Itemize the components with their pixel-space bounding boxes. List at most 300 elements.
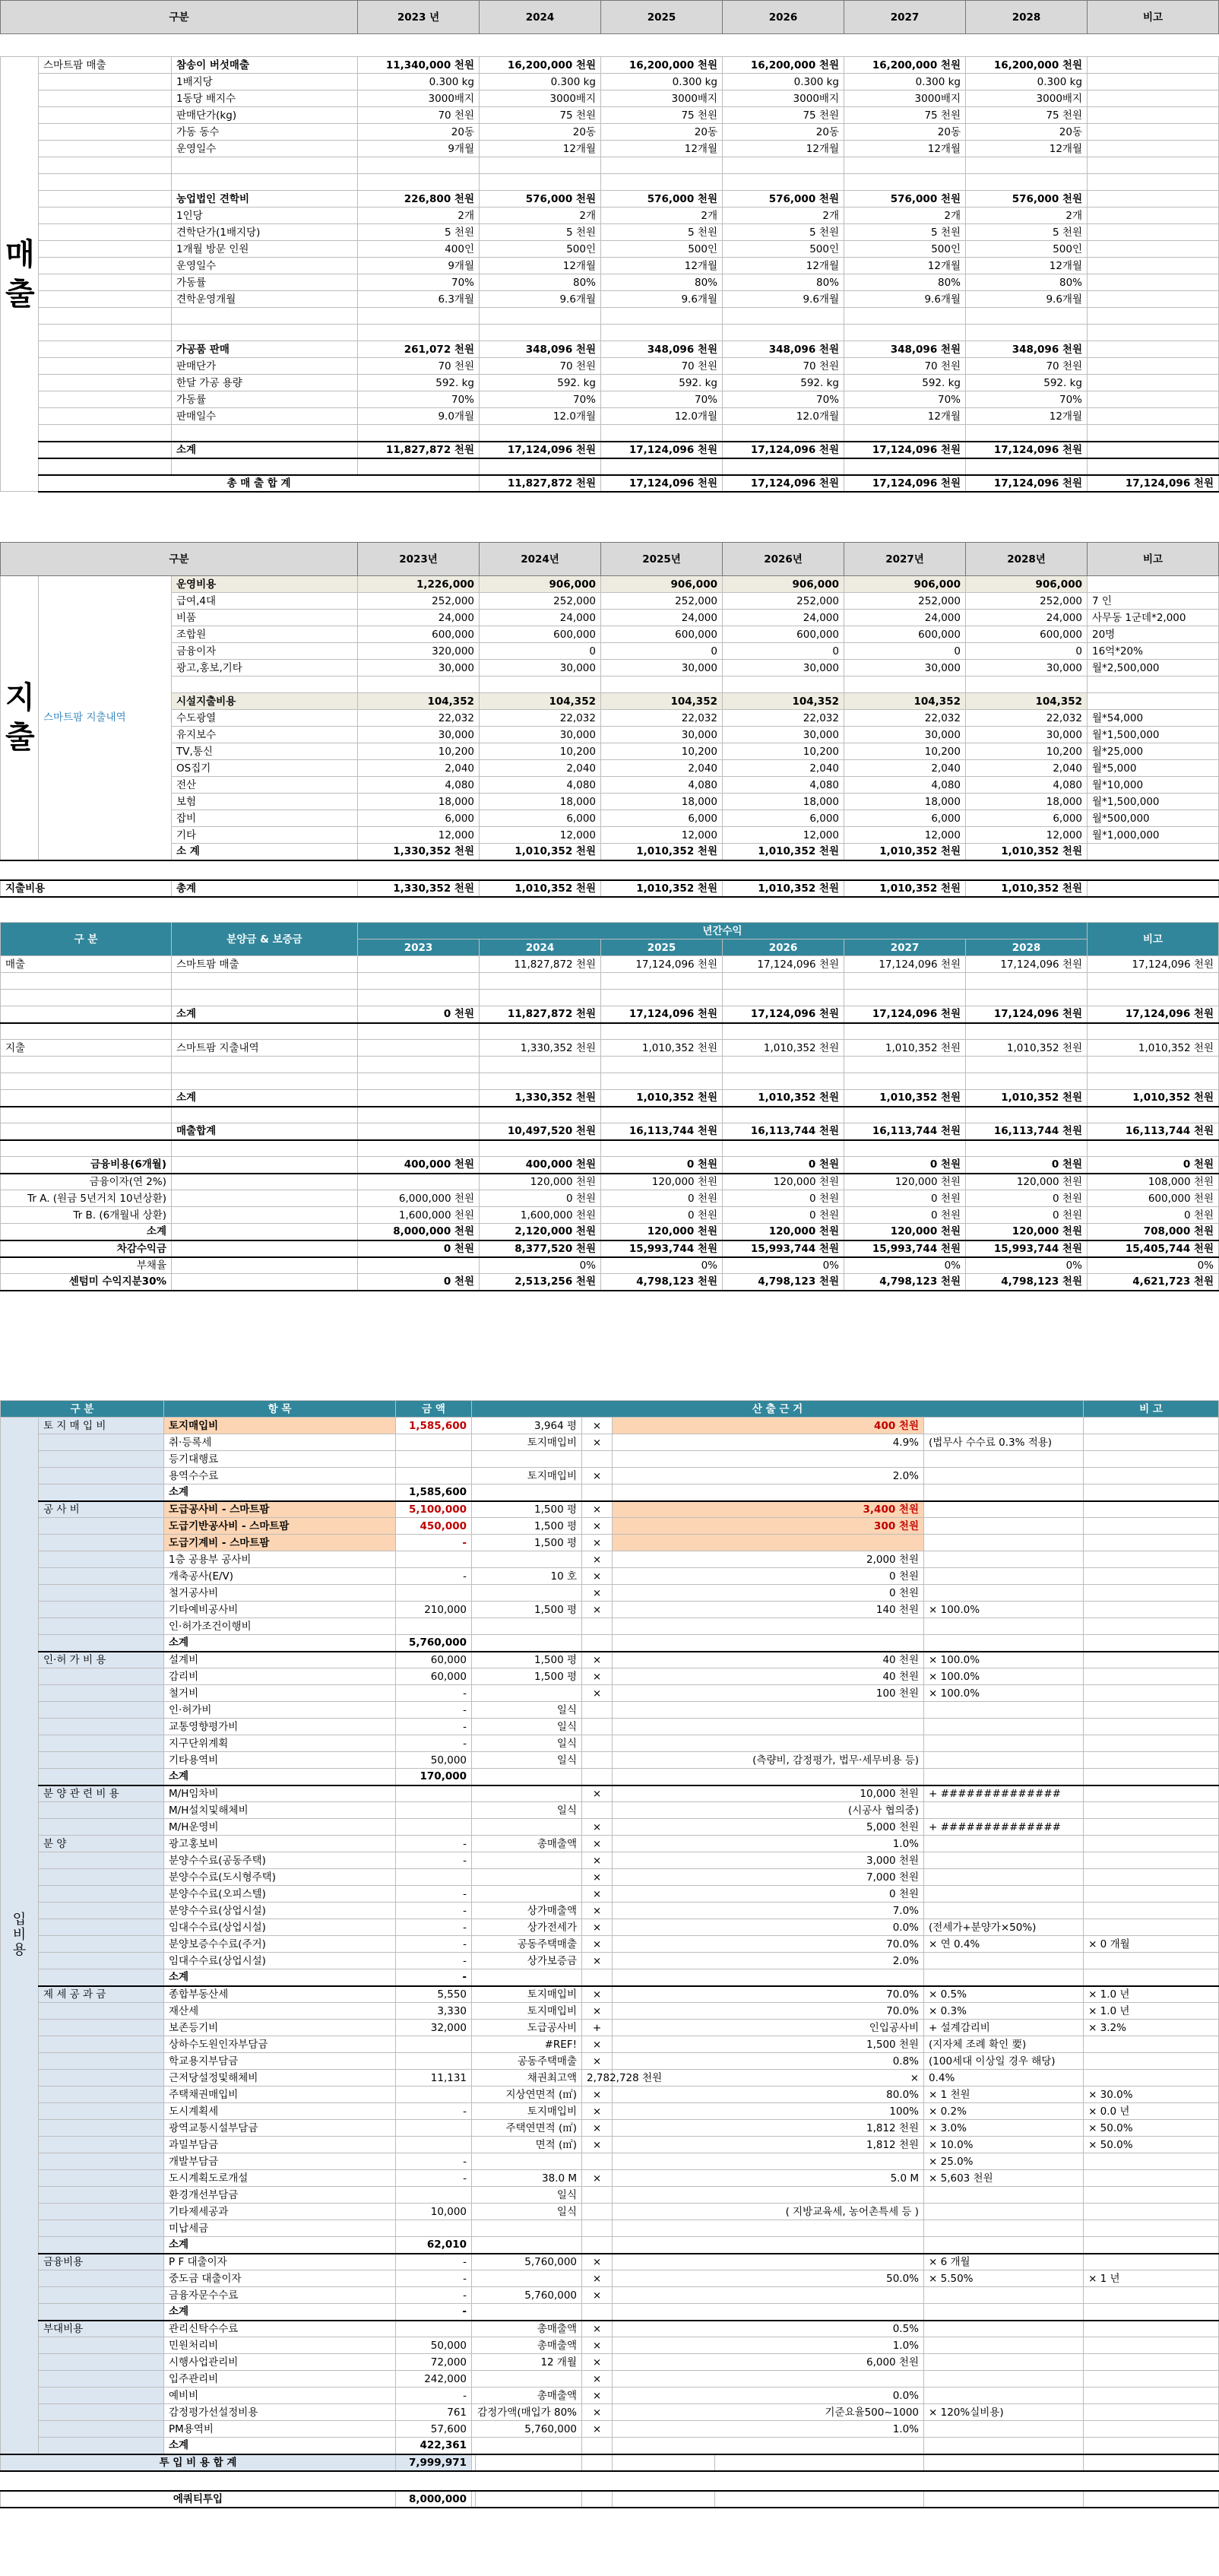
group-label xyxy=(39,107,172,124)
row-sub xyxy=(172,1073,358,1090)
table-row xyxy=(1,2204,1219,2220)
table-row xyxy=(1,124,1219,141)
value: 1,010,352 천원 xyxy=(966,844,1088,860)
year-header: 2027 xyxy=(844,939,966,956)
value: 24,000 xyxy=(844,610,966,626)
blank xyxy=(480,157,601,174)
basis-c xyxy=(924,2337,1084,2354)
value: 576,000 천원 xyxy=(723,191,844,208)
value: 400,000 천원 xyxy=(480,1157,601,1174)
value: 5 천원 xyxy=(844,224,966,241)
item-label: 소계 xyxy=(164,2237,396,2254)
table-row xyxy=(1,1057,1219,1073)
table-row xyxy=(1,1140,1219,1157)
basis-d xyxy=(1084,1518,1219,1535)
note xyxy=(1088,391,1219,408)
deposit: 8,000,000 천원 xyxy=(358,1224,480,1240)
amount: - xyxy=(396,1702,472,1719)
note xyxy=(1088,693,1219,710)
value: 4,621,723 천원 xyxy=(1088,1274,1219,1291)
basis-b: 1,500 천원 xyxy=(613,2036,924,2053)
blank xyxy=(1088,325,1219,341)
basis-d xyxy=(1084,1919,1219,1936)
col-header: 2027년 xyxy=(844,543,966,576)
value: 30,000 xyxy=(601,660,723,676)
basis-b xyxy=(613,1969,924,1986)
value: 22,032 xyxy=(601,710,723,727)
value: 5 천원 xyxy=(723,224,844,241)
total-label: 투 입 비 용 합 계 xyxy=(1,2454,396,2471)
value: 70% xyxy=(358,391,480,408)
col-header: 2023 년 xyxy=(358,1,480,34)
value: 80% xyxy=(601,274,723,291)
value: 120,000 천원 xyxy=(844,1224,966,1240)
basis-d xyxy=(1084,1451,1219,1468)
item-label: 민원처리비 xyxy=(164,2337,396,2354)
total-value: 1,330,352 천원 xyxy=(358,880,480,897)
value: 3000배지 xyxy=(723,90,844,107)
basis-op xyxy=(582,1735,613,1752)
table-row xyxy=(1,208,1219,224)
grand-total-value: 11,827,872 천원 xyxy=(480,475,601,492)
table-row xyxy=(1,341,1219,358)
spacer xyxy=(601,860,723,880)
note xyxy=(1088,141,1219,157)
basis-a xyxy=(472,1451,582,1468)
group-label xyxy=(39,241,172,258)
value: 500인 xyxy=(966,241,1088,258)
expense-section xyxy=(0,542,1218,898)
blank xyxy=(966,157,1088,174)
basis-c xyxy=(924,1869,1084,1886)
value: 24,000 xyxy=(601,610,723,626)
row-sub xyxy=(172,1057,358,1073)
basis-c xyxy=(924,2354,1084,2371)
cell xyxy=(39,442,172,458)
total-value: 1,010,352 천원 xyxy=(723,880,844,897)
col-header: 비고 xyxy=(1088,923,1219,956)
total-row xyxy=(1,475,1219,492)
note: 7 인 xyxy=(1088,593,1219,610)
value: 12개월 xyxy=(844,141,966,157)
basis-a: 상가전세가 xyxy=(472,1919,582,1936)
basis-d xyxy=(1084,2254,1219,2270)
basis-b: 0.0% xyxy=(613,2387,924,2404)
col-header: 구분 xyxy=(1,1,358,34)
basis-c xyxy=(924,1852,1084,1869)
basis-op: × xyxy=(582,2371,613,2387)
basis-d xyxy=(1084,1535,1219,1551)
value: 12개월 xyxy=(966,408,1088,425)
value: 600,000 천원 xyxy=(1088,1190,1219,1207)
basis-b: 기준요율500~1000 xyxy=(613,2404,924,2421)
year-header: 2024 xyxy=(480,939,601,956)
blank xyxy=(613,2491,715,2508)
value: 30,000 xyxy=(844,727,966,743)
basis-op xyxy=(582,1802,613,1819)
value: 18,000 xyxy=(358,794,480,810)
table-row xyxy=(1,1936,1219,1953)
basis-b xyxy=(613,2304,924,2321)
basis-b xyxy=(613,1769,924,1785)
basis-op: × xyxy=(582,2086,613,2103)
item-label: 토지매입비 xyxy=(164,1418,396,1434)
value: 104,352 xyxy=(480,693,601,710)
basis-c xyxy=(924,2371,1084,2387)
blank xyxy=(172,308,358,325)
basis-a xyxy=(472,2220,582,2237)
value: 11,827,872 천원 xyxy=(480,956,601,973)
basis-b: 1.0% xyxy=(613,2421,924,2438)
table-row xyxy=(1,593,1219,610)
basis-op: × xyxy=(582,1668,613,1685)
item-label: 개발부담금 xyxy=(164,2153,396,2170)
row-label: 판매단가 xyxy=(172,358,358,375)
blank xyxy=(480,458,601,475)
table-row xyxy=(1,1752,1219,1769)
spacer xyxy=(396,2471,472,2491)
value xyxy=(1088,1023,1219,1040)
basis-a xyxy=(472,1785,582,1802)
side-label: 입 비 용 xyxy=(1,1418,39,2454)
row-label: 광고,홍보,기타 xyxy=(172,660,358,676)
note: 16억*20% xyxy=(1088,643,1219,660)
value: 0% xyxy=(1088,1257,1219,1274)
value xyxy=(601,1140,723,1157)
basis-op: × xyxy=(582,2137,613,2153)
basis-a: 공동주택매출 xyxy=(472,1936,582,1953)
group-label xyxy=(39,1903,164,1919)
value xyxy=(480,1057,601,1073)
table-row xyxy=(1,1969,1219,1986)
spacer xyxy=(844,860,966,880)
value: 120,000 천원 xyxy=(601,1224,723,1240)
total-value: 7,999,971 xyxy=(396,2454,472,2471)
basis-c xyxy=(924,1752,1084,1769)
item-label: 기타예비공사비 xyxy=(164,1602,396,1618)
value: 1,010,352 천원 xyxy=(966,1090,1088,1107)
basis-op: × xyxy=(582,1685,613,1702)
basis-b xyxy=(613,2153,924,2170)
value: 0% xyxy=(601,1257,723,1274)
basis-b: 1.0% xyxy=(613,1836,924,1852)
basis-c xyxy=(924,2304,1084,2321)
basis-c: + ############## xyxy=(924,1819,1084,1836)
value: 906,000 xyxy=(723,576,844,593)
side-label: 매 출 xyxy=(1,57,39,492)
table-row xyxy=(1,1719,1219,1735)
value: 252,000 xyxy=(601,593,723,610)
deposit xyxy=(358,1023,480,1040)
value: 4,798,123 천원 xyxy=(601,1274,723,1291)
basis-a: 토지매입비 xyxy=(472,1468,582,1484)
col-header: 2024년 xyxy=(480,543,601,576)
col-header: 비 고 xyxy=(1084,1401,1219,1418)
amount xyxy=(396,1551,472,1568)
group-label xyxy=(39,1852,164,1869)
table-row xyxy=(1,1568,1219,1585)
basis-c xyxy=(924,1836,1084,1852)
group-label xyxy=(39,358,172,375)
basis-b xyxy=(613,1635,924,1652)
basis-c: × 5,603 천원 xyxy=(924,2170,1084,2187)
row-label: 유지보수 xyxy=(172,727,358,743)
value xyxy=(601,1023,723,1040)
value: 12.0개월 xyxy=(480,408,601,425)
group-label xyxy=(39,2337,164,2354)
table-row xyxy=(1,1023,1219,1040)
basis-op: × xyxy=(582,2354,613,2371)
amount: - xyxy=(396,2270,472,2287)
value: 4,798,123 천원 xyxy=(723,1274,844,1291)
basis-d xyxy=(1084,2237,1219,2254)
basis-b xyxy=(613,2237,924,2254)
value: 1,330,352 천원 xyxy=(480,1040,601,1057)
value xyxy=(723,676,844,693)
blank-row xyxy=(1,458,1219,475)
basis-b: 6,000 천원 xyxy=(613,2354,924,2371)
col-header: 구분 xyxy=(1,543,358,576)
basis-a xyxy=(472,1852,582,1869)
value: 12,000 xyxy=(723,827,844,844)
amount: - xyxy=(396,2170,472,2187)
value: 708,000 천원 xyxy=(1088,1224,1219,1240)
value: 576,000 천원 xyxy=(480,191,601,208)
subtotal-value: 17,124,096 천원 xyxy=(844,442,966,458)
value: 30,000 xyxy=(601,727,723,743)
value: 16,113,744 천원 xyxy=(1088,1123,1219,1140)
value: 6,000 xyxy=(480,810,601,827)
value xyxy=(480,1107,601,1123)
value: 500인 xyxy=(601,241,723,258)
table-row xyxy=(1,191,1219,208)
basis-b: 7,000 천원 xyxy=(613,1869,924,1886)
value: 70% xyxy=(844,391,966,408)
table-row xyxy=(1,1468,1219,1484)
basis-b: 2.0% xyxy=(613,1468,924,1484)
basis-b: 40 천원 xyxy=(613,1652,924,1668)
value xyxy=(601,990,723,1006)
value: 1,330,352 천원 xyxy=(480,1090,601,1107)
blank xyxy=(476,2491,582,2508)
spacer xyxy=(966,34,1088,57)
amount: 170,000 xyxy=(396,1769,472,1785)
row-label: 지출 xyxy=(1,1040,172,1057)
group-label xyxy=(39,2036,164,2053)
table-row xyxy=(1,1668,1219,1685)
basis-c xyxy=(924,1702,1084,1719)
item-label: 등기대행료 xyxy=(164,1451,396,1468)
value: 2,040 xyxy=(844,760,966,777)
basis-a xyxy=(472,2237,582,2254)
spacer xyxy=(723,860,844,880)
basis-b: × xyxy=(613,2070,924,2086)
row-label: 급여,4대 xyxy=(172,593,358,610)
year-header: 2023 xyxy=(358,939,480,956)
spacer-row xyxy=(1,34,1219,57)
value: 70 천원 xyxy=(358,107,480,124)
basis-d xyxy=(1084,1969,1219,1986)
row-label xyxy=(1,1090,172,1107)
row-sub xyxy=(172,1174,358,1190)
basis-b: 10,000 천원 xyxy=(613,1785,924,1802)
group-label xyxy=(39,1535,164,1551)
value: 1,010,352 천원 xyxy=(966,1040,1088,1057)
row-sub: 소계 xyxy=(172,1090,358,1107)
group-label xyxy=(39,2070,164,2086)
col-header: 분양금 & 보증금 xyxy=(172,923,358,956)
row-label: 잡비 xyxy=(172,810,358,827)
group-label xyxy=(39,1451,164,1468)
table-row xyxy=(1,2220,1219,2237)
grand-total-value: 17,124,096 천원 xyxy=(723,475,844,492)
group-label xyxy=(39,1802,164,1819)
item-label: 소계 xyxy=(164,2438,396,2454)
value: 2개 xyxy=(601,208,723,224)
row-label: 판매단가(kg) xyxy=(172,107,358,124)
basis-c: × 1 천원 xyxy=(924,2086,1084,2103)
basis-d xyxy=(1084,1702,1219,1719)
blank-row xyxy=(1,174,1219,191)
value: 15,405,744 천원 xyxy=(1088,1240,1219,1257)
value: 70% xyxy=(480,391,601,408)
value: 0 천원 xyxy=(844,1207,966,1224)
amount xyxy=(396,2321,472,2337)
value: 75 천원 xyxy=(601,107,723,124)
basis-b xyxy=(613,2438,924,2454)
value xyxy=(844,1073,966,1090)
spacer xyxy=(480,34,601,57)
basis-op: × xyxy=(582,1936,613,1953)
value: 3000배지 xyxy=(480,90,601,107)
basis-c: (100세대 이상일 경우 해당) xyxy=(924,2053,1084,2070)
row-label: 농업법인 견학비 xyxy=(172,191,358,208)
value xyxy=(723,990,844,1006)
table-row xyxy=(1,141,1219,157)
item-label: 지구단위계획 xyxy=(164,1735,396,1752)
deposit xyxy=(358,1140,480,1157)
table-row xyxy=(1,1735,1219,1752)
total-sub: 총계 xyxy=(172,880,358,897)
value: 592. kg xyxy=(358,375,480,391)
value: 17,124,096 천원 xyxy=(1088,1006,1219,1023)
value: 70% xyxy=(358,274,480,291)
row-label xyxy=(1,1123,172,1140)
value xyxy=(601,973,723,990)
blank-row xyxy=(1,308,1219,325)
group-label xyxy=(39,2137,164,2153)
table-row xyxy=(1,576,1219,593)
value: 1,010,352 천원 xyxy=(844,1040,966,1057)
row-sub xyxy=(172,1274,358,1291)
table-row xyxy=(1,1484,1219,1501)
blank xyxy=(39,458,172,475)
table-row xyxy=(1,1107,1219,1123)
basis-op: + xyxy=(582,2020,613,2036)
basis-d xyxy=(1084,1769,1219,1785)
value: 0% xyxy=(966,1257,1088,1274)
amount: - xyxy=(396,2153,472,2170)
amount xyxy=(396,1802,472,1819)
table-row xyxy=(1,358,1219,375)
spacer xyxy=(613,2471,715,2491)
basis-op xyxy=(582,2438,613,2454)
cashflow-section xyxy=(0,922,1218,1291)
basis-a: 5,760,000 xyxy=(472,2254,582,2270)
amount: 72,000 xyxy=(396,2354,472,2371)
value: 600,000 xyxy=(358,626,480,643)
amount: 450,000 xyxy=(396,1518,472,1535)
basis-op: × xyxy=(582,1551,613,1568)
value: 22,032 xyxy=(723,710,844,727)
value: 20동 xyxy=(844,124,966,141)
amount: - xyxy=(396,1936,472,1953)
spacer xyxy=(1,2471,39,2491)
table-row xyxy=(1,1886,1219,1903)
deposit xyxy=(358,1257,480,1274)
item-label: 도급기반공사비 - 스마트팜 xyxy=(164,1518,396,1535)
basis-op: × xyxy=(582,1785,613,1802)
value: 1,010,352 천원 xyxy=(480,844,601,860)
value: 9.6개월 xyxy=(480,291,601,308)
basis-d xyxy=(1084,1836,1219,1852)
value: 1,010,352 천원 xyxy=(844,1090,966,1107)
value: 906,000 xyxy=(966,576,1088,593)
basis-a: 38.0 M xyxy=(472,2170,582,2187)
amount: - xyxy=(396,1735,472,1752)
item-label: 종합부동산세 xyxy=(164,1986,396,2003)
note: 월*54,000 xyxy=(1088,710,1219,727)
row-label: 조합원 xyxy=(172,626,358,643)
basis-a: #REF! xyxy=(472,2036,582,2053)
basis-op xyxy=(582,1719,613,1735)
group-label xyxy=(39,1551,164,1568)
value: 600,000 xyxy=(480,626,601,643)
value: 0.300 kg xyxy=(723,74,844,90)
group-label xyxy=(39,2387,164,2404)
blank xyxy=(480,174,601,191)
grand-total-value: 17,124,096 천원 xyxy=(1088,475,1219,492)
table-row xyxy=(1,2187,1219,2204)
value: 16,200,000 천원 xyxy=(723,57,844,74)
basis-a: 1,500 평 xyxy=(472,1535,582,1551)
basis-d xyxy=(1084,2337,1219,2354)
basis-d xyxy=(1084,2421,1219,2438)
basis-c xyxy=(924,2187,1084,2204)
row-label xyxy=(172,676,358,693)
value: 30,000 xyxy=(844,660,966,676)
value: 592. kg xyxy=(480,375,601,391)
group-label xyxy=(39,2354,164,2371)
group-label xyxy=(39,2020,164,2036)
table-row xyxy=(1,2337,1219,2354)
amount: 50,000 xyxy=(396,1752,472,1769)
deposit: 400,000 천원 xyxy=(358,1157,480,1174)
item-label: 임대수수료(상업시설) xyxy=(164,1919,396,1936)
blank xyxy=(924,2491,1084,2508)
basis-op: 2,782,728 천원 xyxy=(582,2070,613,2086)
value: 11,340,000 천원 xyxy=(358,57,480,74)
amount: - xyxy=(396,2387,472,2404)
value: 4,798,123 천원 xyxy=(966,1274,1088,1291)
table-row xyxy=(1,57,1219,74)
value: 400인 xyxy=(358,241,480,258)
group-label xyxy=(39,274,172,291)
item-label: 소계 xyxy=(164,1769,396,1785)
cell xyxy=(1088,880,1219,897)
basis-b: 1,812 천원 xyxy=(613,2120,924,2137)
basis-op: × xyxy=(582,1986,613,2003)
